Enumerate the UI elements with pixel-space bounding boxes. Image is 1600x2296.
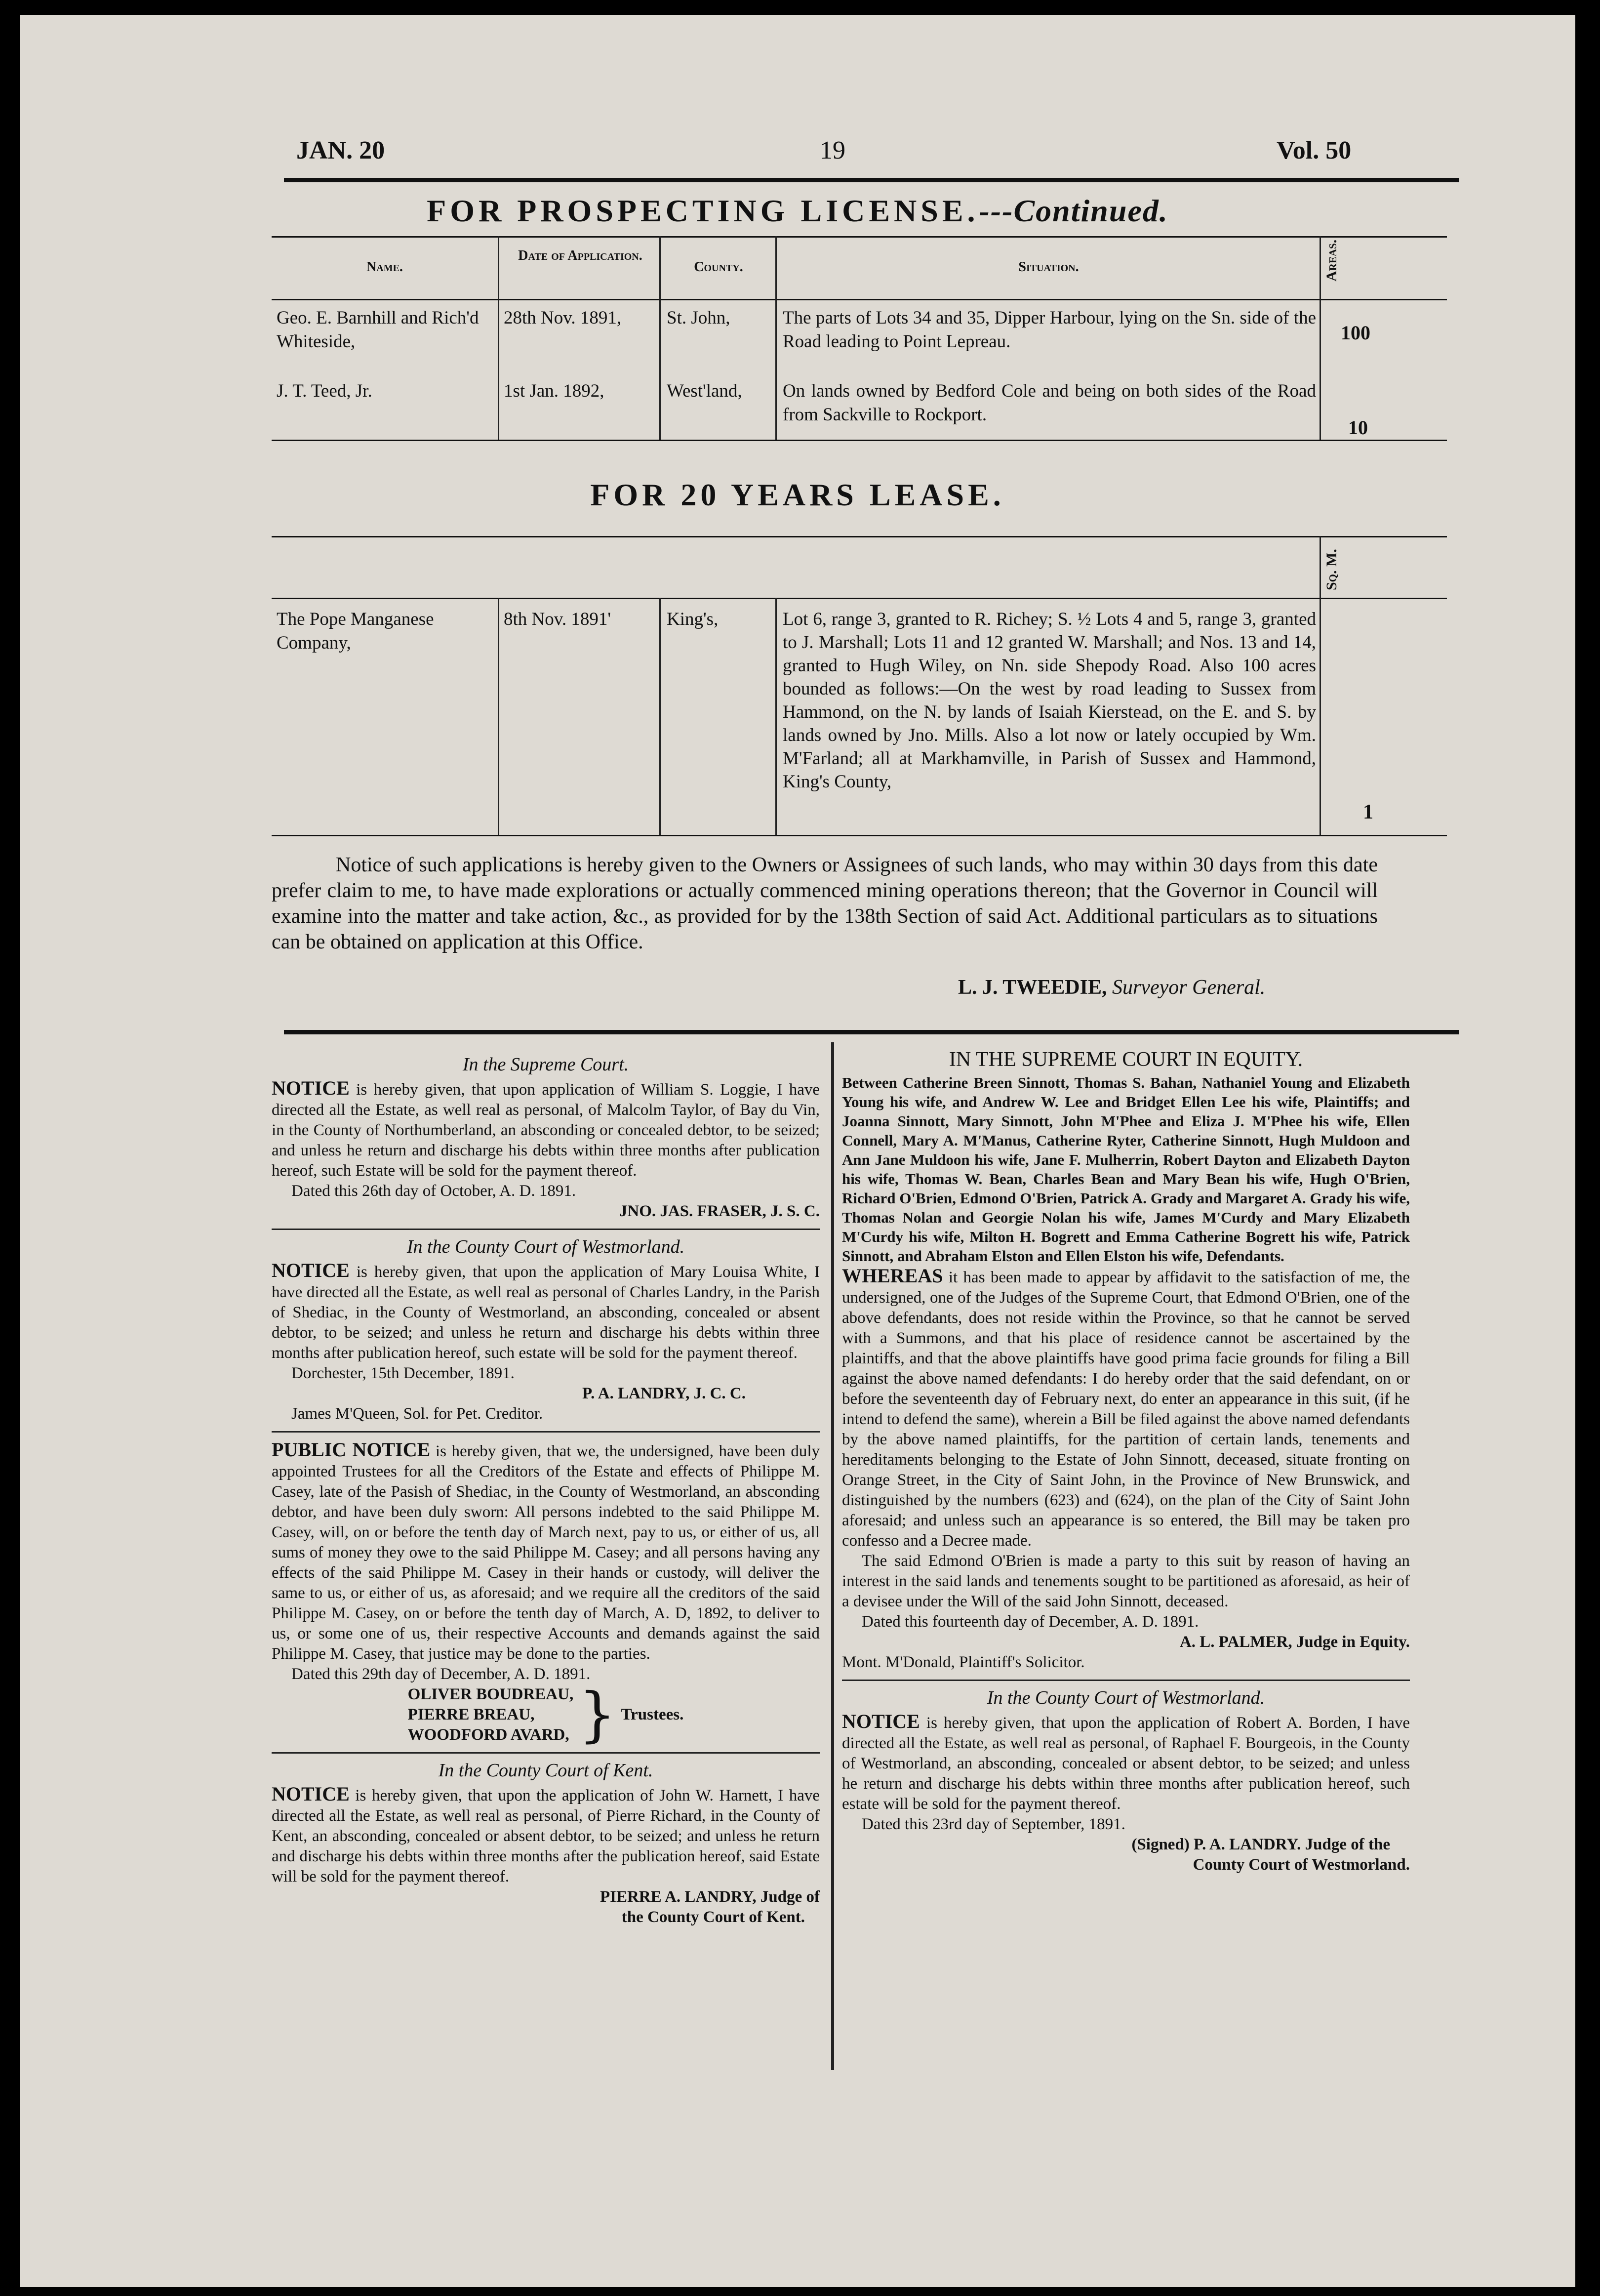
- loggie-notice: NOTICE is hereby given, that upon application of William S. Loggie, I have directed all the Estate, as well real as personal, of Malcolm Taylor, of Bay du Vin, in the County of Northumberland, an absconding or concealed debtor, to be seized; and unless he return and discharge his debts within three months after publication hereof, such Estate will be sold for the payment thereof.: [272, 1077, 820, 1180]
- westmorland-heading-2: In the County Court of Westmorland.: [987, 1687, 1265, 1708]
- separator: [272, 1752, 820, 1754]
- casey-dated: Dated this 29th day of December, A. D. 1891.: [291, 1665, 591, 1683]
- notice-signer: L. J. TWEEDIE, Surveyor General.: [958, 976, 1266, 999]
- equity-parties: Between Catherine Breen Sinnott, Thomas S. Bahan, Nathaniel Young and Elizabeth Young his wife, and Andrew W. Lee and Bridget Ellen Lee his wife, Plaintiffs; and Joanna Sinnott, Mary Sinnott, John M'Phee and Eliza J. M'Phee his wife, Ellen Connell, Mary A. M'Manus, Catherine Ryter, Catherine Sinnott, Hugh Muldoon and Ann Jane Muldoon his wife, Jane F. Mulherrin, Robert Dayton and Elizabeth Dayton his wife, Thomas W. Bean, Charles Bean and Mary Bean his wife, Hugh O'Brien, Richard O'Brien, Edmond O'Brien, Patrick A. Grady and Margaret A. Grady his wife, Thomas Nolan and Georgie Nolan his wife, James M'Curdy and Mary Elizabeth M'Curdy his wife, Milton H. Bogrett and Emma Catherine Bogrett his wife, Patrick Sinnott, and Abraham Elston and Ellen Elston his wife, Defendants.: [842, 1074, 1410, 1265]
- table-head-rule: [272, 299, 1447, 300]
- applications-notice: Notice of such applications is hereby given to the Owners or Assignees of such lands, who may within 30 days from this date prefer claim to me, to have made explorations or actually commenced mining operations thereon; that the Governor in Council will examine into the matter and take action, &c., as provided for by the 138th Section of said Act. Additional particulars as to situations can be obtained on application at this Office.: [272, 854, 1378, 953]
- row2-area: 10: [1348, 416, 1368, 439]
- table-bottom-rule: [272, 440, 1447, 441]
- equity-sign: A. L. PALMER, Judge in Equity.: [1179, 1633, 1410, 1651]
- equity-heading: IN THE SUPREME COURT IN EQUITY.: [949, 1048, 1303, 1071]
- table-top-rule: [272, 236, 1447, 238]
- row2-county: West'land,: [667, 381, 742, 401]
- borden-sign-1: (Signed) P. A. LANDRY. Judge of the: [1131, 1836, 1390, 1853]
- lease-title: FOR 20 YEARS LEASE.: [590, 477, 1005, 512]
- westmorland-heading: In the County Court of Westmorland.: [406, 1236, 685, 1257]
- row2-situation: On lands owned by Bedford Cole and being on both sides of the Road from Sackville to Rockport.: [783, 381, 1316, 425]
- col-name-header: Name.: [366, 259, 403, 275]
- row1-name: Geo. E. Barnhill and Rich'd Whiteside,: [277, 308, 479, 352]
- lease-top-rule: [272, 536, 1447, 537]
- header-volume: Vol. 50: [1277, 136, 1352, 164]
- row2-name: J. T. Teed, Jr.: [277, 381, 372, 401]
- row1-county: St. John,: [667, 308, 730, 328]
- lease-head-rule: [272, 598, 1447, 599]
- col-situation-header: Situation.: [1018, 259, 1079, 275]
- separator: [272, 1431, 820, 1433]
- lease-county: King's,: [667, 609, 719, 629]
- lease-divider: [659, 598, 661, 835]
- casey-notice: PUBLIC NOTICE is hereby given, that we, the undersigned, have been duly appointed Trustees for all the Creditors of the Estate and effects of Philippe M. Casey, late of the Pasish of Shediac, in the County of Westmorland, an absconding debtor, and have been duly sworn: All persons indebted to the said Philippe M. Casey, will, on or before the tenth day of March next, pay to us, or either of us, all sums of money they owe to the said Philippe M. Casey; and all persons having any effects of the said Philippe M. Casey in their hands or custody, will deliver the same to us, or either of us, as aforesaid; and we require all the creditors of the said Philippe M. Casey, on or before the tenth day of March, A. D, 1892, to deliver to us, or some one of us, their respective Accounts and demands against the said Philippe M. Casey, that justice may be done to the parties.: [272, 1438, 820, 1663]
- lease-area: 1: [1363, 801, 1373, 823]
- borden-dated: Dated this 23rd day of September, 1891.: [862, 1815, 1125, 1833]
- kent-heading: In the County Court of Kent.: [438, 1760, 653, 1781]
- lease-divider: [498, 598, 499, 835]
- row1-date: 28th Nov. 1891,: [504, 308, 622, 328]
- row2-date: 1st Jan. 1892,: [504, 381, 604, 401]
- prospecting-title: FOR PROSPECTING LICENSE.---Continued.: [427, 193, 1168, 228]
- trustees-block: [272, 1680, 820, 1749]
- col-county-header: County.: [694, 259, 743, 275]
- borden-notice: NOTICE is hereby given, that upon the application of Robert A. Borden, I have directed all the Estate, as well real as personal, of Raphael F. Bourgeois, in the County of Westmorland, an absconding, concealed or absent debtor, to be seized; and unless he return and discharge his debts within three months after publication hereof, such estate will be sold for the payment thereof.: [842, 1710, 1410, 1813]
- white-dated: Dorchester, 15th December, 1891.: [291, 1364, 515, 1382]
- table-divider: [659, 236, 661, 440]
- separator: [272, 1229, 820, 1230]
- table-divider: [1320, 236, 1321, 440]
- header-date: JAN. 20: [296, 136, 385, 164]
- lease-date: 8th Nov. 1891': [504, 609, 611, 629]
- white-solicitor: James M'Queen, Sol. for Pet. Creditor.: [291, 1405, 543, 1423]
- kent-sign-2: the County Court of Kent.: [621, 1908, 805, 1926]
- table-divider: [498, 236, 499, 440]
- trustee-name: WOODFORD AVARD,: [407, 1726, 569, 1744]
- supreme-court-heading: In the Supreme Court.: [462, 1054, 629, 1075]
- col-areas-header: Areas.: [1323, 239, 1340, 282]
- header-rule: [284, 178, 1459, 182]
- col-date-header: Date of Application.: [518, 248, 642, 263]
- loggie-dated: Dated this 26th day of October, A. D. 1891.: [291, 1182, 576, 1200]
- row1-area: 100: [1341, 322, 1370, 344]
- column-divider: [831, 1042, 834, 2070]
- equity-solicitor: Mont. M'Donald, Plaintiff's Solicitor.: [842, 1653, 1085, 1671]
- lease-divider: [775, 598, 777, 835]
- table-divider: [775, 236, 777, 440]
- separator: [842, 1680, 1410, 1681]
- trustee-name: OLIVER BOUDREAU,: [407, 1685, 574, 1703]
- kent-sign-1: PIERRE A. LANDRY, Judge of: [600, 1888, 820, 1906]
- page: [20, 15, 1575, 2287]
- header-page-number: 19: [820, 136, 845, 164]
- white-sign: P. A. LANDRY, J. C. C.: [582, 1385, 746, 1402]
- loggie-sign: JNO. JAS. FRASER, J. S. C.: [619, 1202, 820, 1220]
- trustees-label: Trustees.: [621, 1706, 684, 1723]
- white-notice: NOTICE is hereby given, that upon the application of Mary Louisa White, I have directed all the Estate, as well real as personal of Charles Landry, in the Parish of Shediac, in the County of Westmorland, an absconding, concealed or absent debtor, to be seized; and unless he return and discharge his debts within three months after publication hereof, such estate will be sold for the payment thereof.: [272, 1259, 820, 1362]
- trustee-name: PIERRE BREAU,: [407, 1706, 535, 1723]
- right-column: [842, 1050, 1410, 1875]
- lease-divider: [1320, 536, 1321, 835]
- col-sqm-header: Sq. M.: [1323, 549, 1340, 590]
- harnett-notice: NOTICE is hereby given, that upon the application of John W. Harnett, I have directed all the Estate, as well real as personal, of Pierre Richard, in the County of Kent, an absconding, concealed or absent debtor, to be seized; and unless he return and discharge his debts within three months after the publication hereof, said Estate will be sold for the payment thereof.: [272, 1783, 820, 1886]
- lease-bottom-rule: [272, 835, 1447, 836]
- equity-body-2: The said Edmond O'Brien is made a party to this suit by reason of having an interest in the said lands and tenements sought to be partitioned as aforesaid, as heir of a devisee under the Will of the said John Sinnott, deceased.: [842, 1552, 1410, 1610]
- row1-situation: The parts of Lots 34 and 35, Dipper Harbour, lying on the Sn. side of the Road leading to Point Lepreau.: [783, 308, 1316, 352]
- equity-dated: Dated this fourteenth day of December, A. D. 1891.: [862, 1613, 1199, 1631]
- lease-situation: Lot 6, range 3, granted to R. Richey; S. ½ Lots 4 and 5, range 3, granted to J. Marshall; Lots 11 and 12 granted W. Marshall; and Nos. 13 and 14, granted to Hugh Wiley, on Nn. side Shepody Road. Also 100 acres bounded as follows:—On the west by road leading to Sussex from Hammond, on the N. by lands of Isaiah Kierstead, on the E. and S. by lands owned by Jno. Mills. Also a lot now or lately occupied by Wm. M'Farland; all at Markhamville, in Parish of Sussex and Hammond, King's County,: [783, 609, 1316, 792]
- left-column: [272, 1055, 820, 1927]
- borden-sign-2: County Court of Westmorland.: [1193, 1856, 1410, 1874]
- lease-name: The Pope Manganese Company,: [277, 609, 434, 653]
- equity-whereas: WHEREAS it has been made to appear by affidavit to the satisfaction of me, the undersigned, one of the Judges of the Supreme Court, that Edmond O'Brien, one of the above defendants, does not reside within the Province, so that he cannot be served with a Summons, and that his place of residence cannot be ascertained by the plaintiffs, and that the above plaintiffs have good prima facie grounds for filing a Bill against the above named defendants: I do hereby order that the said defendant, on or before the seventeenth day of February next, do enter an appearance in this suit, (if he intend to defend the same), wherein a Bill be filed against the above named defendants by the above named plaintiffs, for the partition of certain lands, tenements and hereditaments belonging to the Estate of John Sinnott, deceased, situate fronting on Orange Street, in the City of Saint John, in the Province of New Brunswick, and distinguished by the numbers (623) and (624), on the plan of the City of Saint John aforesaid; and unless such an appearance is so entered, the Bill may be taken pro confesso and a Decree made.: [842, 1265, 1410, 1550]
- brace-glyph: }: [578, 1680, 616, 1749]
- section-rule: [284, 1030, 1459, 1034]
